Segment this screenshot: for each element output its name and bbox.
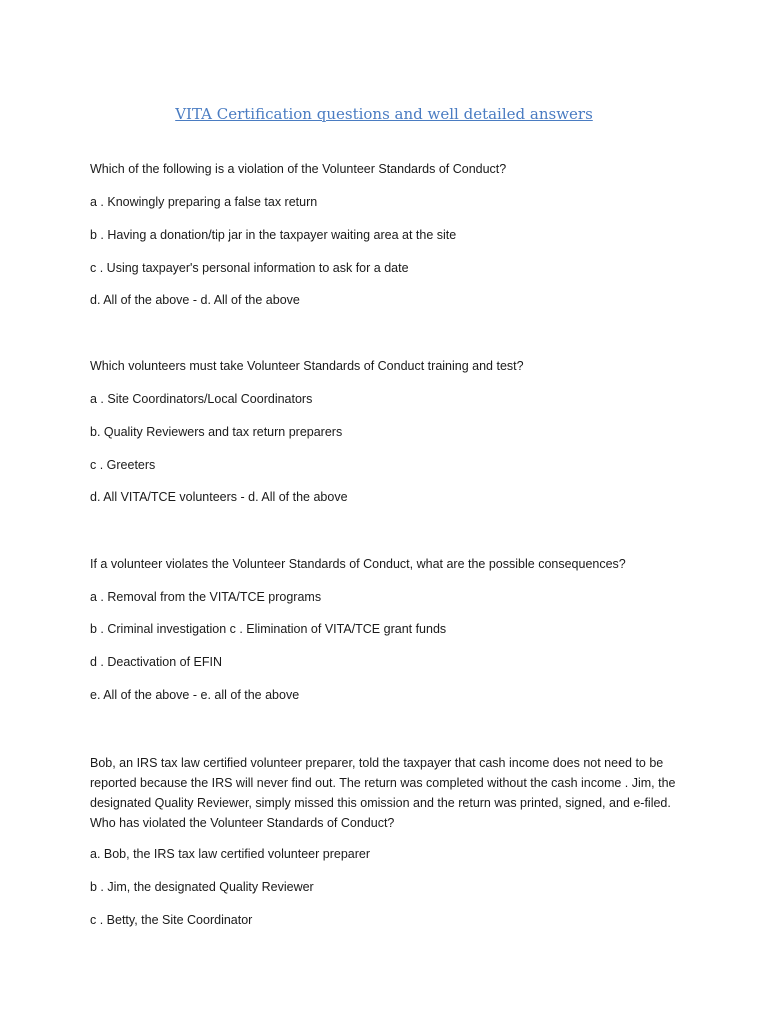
- question-2-option-a: a . Site Coordinators/Local Coordinators: [90, 392, 313, 406]
- question-1-option-d: d. All of the above - d. All of the above: [90, 293, 300, 307]
- question-1-option-b: b . Having a donation/tip jar in the taxpayer waiting area at the site: [90, 228, 457, 242]
- question-1-text: Which of the following is a violation of the Volunteer Standards of Conduct?: [90, 162, 507, 176]
- question-2-option-c: c . Greeters: [90, 458, 156, 472]
- question-2-option-d: d. All VITA/TCE volunteers - d. All of the above: [90, 490, 348, 504]
- question-2-text: Which volunteers must take Volunteer Standards of Conduct training and test?: [90, 359, 524, 373]
- question-4-option-a: a. Bob, the IRS tax law certified volunteer preparer: [90, 847, 371, 861]
- question-2-option-b: b. Quality Reviewers and tax return preparers: [90, 425, 343, 439]
- question-3-option-a: a . Removal from the VITA/TCE programs: [90, 590, 322, 604]
- document-title: VITA Certification questions and well detailed answers: [175, 105, 593, 123]
- question-3-option-d: d . Deactivation of EFIN: [90, 655, 223, 669]
- question-3-option-b: b . Criminal investigation c . Elimination of VITA/TCE grant funds: [90, 622, 447, 636]
- question-1-option-c: c . Using taxpayer's personal information to ask for a date: [90, 261, 409, 275]
- question-4-text: Bob, an IRS tax law certified volunteer preparer, told the taxpayer that cash income does not need to be reported because the IRS will never find out. The return was completed without the cash income . Jim, the designated Quality Reviewer, simply missed this omission and the return was printed, signed, and e-filed. Who has violated the Volunteer Standards of Conduct?: [90, 756, 676, 830]
- question-1-option-a: a . Knowingly preparing a false tax return: [90, 195, 318, 209]
- question-3-option-e: e. All of the above - e. all of the above: [90, 688, 300, 702]
- question-3-text: If a volunteer violates the Volunteer Standards of Conduct, what are the possible consequences?: [90, 557, 626, 571]
- question-4-option-c: c . Betty, the Site Coordinator: [90, 913, 253, 927]
- question-4-option-b: b . Jim, the designated Quality Reviewer: [90, 880, 314, 894]
